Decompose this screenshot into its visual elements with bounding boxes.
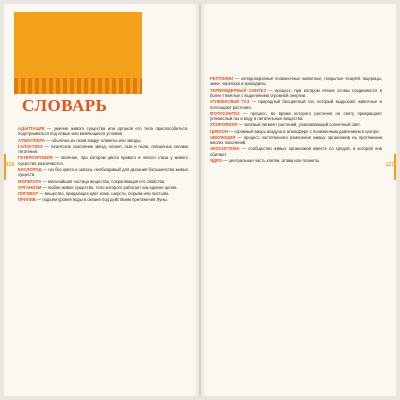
glossary-entry: АДАПТАЦИЯ — умение живого существа или органов его тела приспособиться, подстраиваться под новые или меняющиеся условия. [18,126,189,137]
glossary-definition: центральная часть клетки, атома или планеты. [228,157,321,163]
glossary-definition: сообщество живых организмов вместе со средой, в которой они обитают. [210,146,382,157]
glossary-definition: умение живого существа или органов его тела приспособиться, подстраиваться под новые или меняющиеся условия. [18,126,189,137]
glossary-entry: АТМОСФЕРА — оболочка из газов вокруг планеты или звезды. [18,137,142,143]
glossary-term: ЭКОСИСТЕМА [210,146,240,152]
glossary-definition: природный бесцветный газ, который выдыхают животные и поглощают растения. [210,99,382,110]
edge-marker [394,154,396,180]
glossary-entry: РЕПТИЛИИ — холоднокровные позвоночные животные, покрытые чешуёй: ящерицы, змеи, черепахи и крокодилы. [210,76,382,87]
glossary-definition: подъём уровня воды в океане под действием притяжения Луны. [42,197,168,203]
glossary-entry: ГЕТЕРОХРОМИЯ — явление, при котором цвета правого и левого глаза у живого существа различаются. [18,155,189,166]
glossary-term: ХЛОРОФИЛЛ [210,122,238,128]
glossary-entry: ЭВОЛЮЦИЯ — процесс постепенного изменения живых организмов на протяжении многих поколений. [210,134,382,146]
glossary-entry: ЭКОСИСТЕМА — сообщество живых организмов вместе со средой, в которой они обитают. [210,146,382,157]
left-page [4,4,200,396]
glossary-term: ГЕТЕРОХРОМИЯ [18,155,53,161]
glossary-definition: газ без цвета и запаха, необходимый для дыхания большинства живых существ. [18,166,188,178]
glossary-term: ПИГМЕНТ [18,191,39,197]
book-spread [4,4,396,396]
glossary-term: КИСЛОРОД [18,166,42,172]
glossary-term: АДАПТАЦИЯ [18,126,45,131]
glossary-definition: любое живое существо, тело которого работает как единое целое. [47,184,178,190]
glossary-term: ОРГАНИЗМ [18,184,42,190]
glossary-term: ЭВОЛЮЦИЯ [210,134,236,140]
glossary-term: АТМОСФЕРА [18,137,45,143]
glossary-term: ГАЛАКТИКА [18,143,43,149]
glossary-term: ЯДРО [210,157,222,163]
glossary-entry: КИСЛОРОД — газ без цвета и запаха, необходимый для дыхания большинства живых существ. [18,166,188,178]
glossary-definition: процесс, во время которого растения на свету превращают углекислый газ и воду в питательные вещества. [210,110,382,122]
glossary-definition: холоднокровные позвоночные животные, покрытые чешуёй: ящерицы, змеи, черепахи и крокодилы. [210,76,382,87]
book-spine [199,4,201,396]
glossary-definition: зелёный пигмент растений, улавливающий солнечный свет. [243,122,361,128]
glossary-term: ЦИКЛОН [210,128,228,134]
glossary-definition: вещество, придающее цвет коже, шерсти, перьям или листьям. [44,191,170,197]
glossary-definition: мельчайшая частица вещества, сохраняющая его свойства. [47,178,166,184]
glossary-entry: ЯДРО — центральная часть клетки, атома или планеты. [210,157,321,163]
glossary-column-left [18,126,188,203]
glossary-term: РЕПТИЛИИ [210,76,234,81]
glossary-definition: процесс постепенного изменения живых организмов на протяжении многих поколений. [210,134,382,146]
glossary-term: УГЛЕКИСЛЫЙ ГАЗ [210,99,250,105]
right-page [200,4,396,396]
glossary-column-right [210,76,382,164]
glossary-entry: ПРИЛИВ — подъём уровня воды в океане под действием притяжения Луны. [18,197,168,203]
glossary-definition: оболочка из газов вокруг планеты или звезды. [51,137,142,143]
glossary-term: ПРИЛИВ [18,197,36,203]
glossary-entry: ОРГАНИЗМ — любое живое существо, тело которого работает как единое целое. [18,184,178,190]
glossary-definition: явление, при котором цвета правого и левого глаза у живого существа различаются. [18,155,189,166]
glossary-entry: ЦИКЛОН — огромный вихрь воздуха в атмосфере с пониженным давлением в центре. [210,128,380,134]
glossary-definition: процесс, при котором лёгкие атомы соединяются в более тяжёлые с выделением огромной энергии. [210,87,383,98]
glossary-entry: ГАЛАКТИКА — гигантское скопление звёзд, планет, газа и пыли, связанных силами тяготения. [18,143,189,155]
glossary-term: МОЛЕКУЛА [18,178,42,184]
glossary-entry: ХЛОРОФИЛЛ — зелёный пигмент растений, улавливающий солнечный свет. [210,122,361,128]
glossary-entry: МОЛЕКУЛА — мельчайшая частица вещества, сохраняющая его свойства. [18,178,166,184]
glossary-entry: УГЛЕКИСЛЫЙ ГАЗ — природный бесцветный газ, который выдыхают животные и поглощают растения. [210,99,382,110]
decorative-banner [14,12,142,94]
glossary-entry: ФОТОСИНТЕЗ — процесс, во время которого растения на свету превращают углекислый газ и воду в питательные вещества. [210,110,382,122]
banner-stripes [14,78,142,94]
glossary-definition: гигантское скопление звёзд, планет, газа и пыли, связанных силами тяготения. [18,143,189,155]
page-number: 126 [6,162,15,168]
glossary-term: ТЕРМОЯДЕРНЫЙ СИНТЕЗ [210,87,266,93]
glossary-term: ФОТОСИНТЕЗ [210,110,240,116]
glossary-entry: ТЕРМОЯДЕРНЫЙ СИНТЕЗ — процесс, при котором лёгкие атомы соединяются в более тяжёлые с выделением огромной энергии. [210,87,383,98]
glossary-definition: огромный вихрь воздуха в атмосфере с пониженным давлением в центре. [234,128,380,134]
page-number: 127 [385,162,394,168]
glossary-entry: ПИГМЕНТ — вещество, придающее цвет коже, шерсти, перьям или листьям. [18,191,170,197]
page-title: СЛОВАРЬ [22,96,108,115]
